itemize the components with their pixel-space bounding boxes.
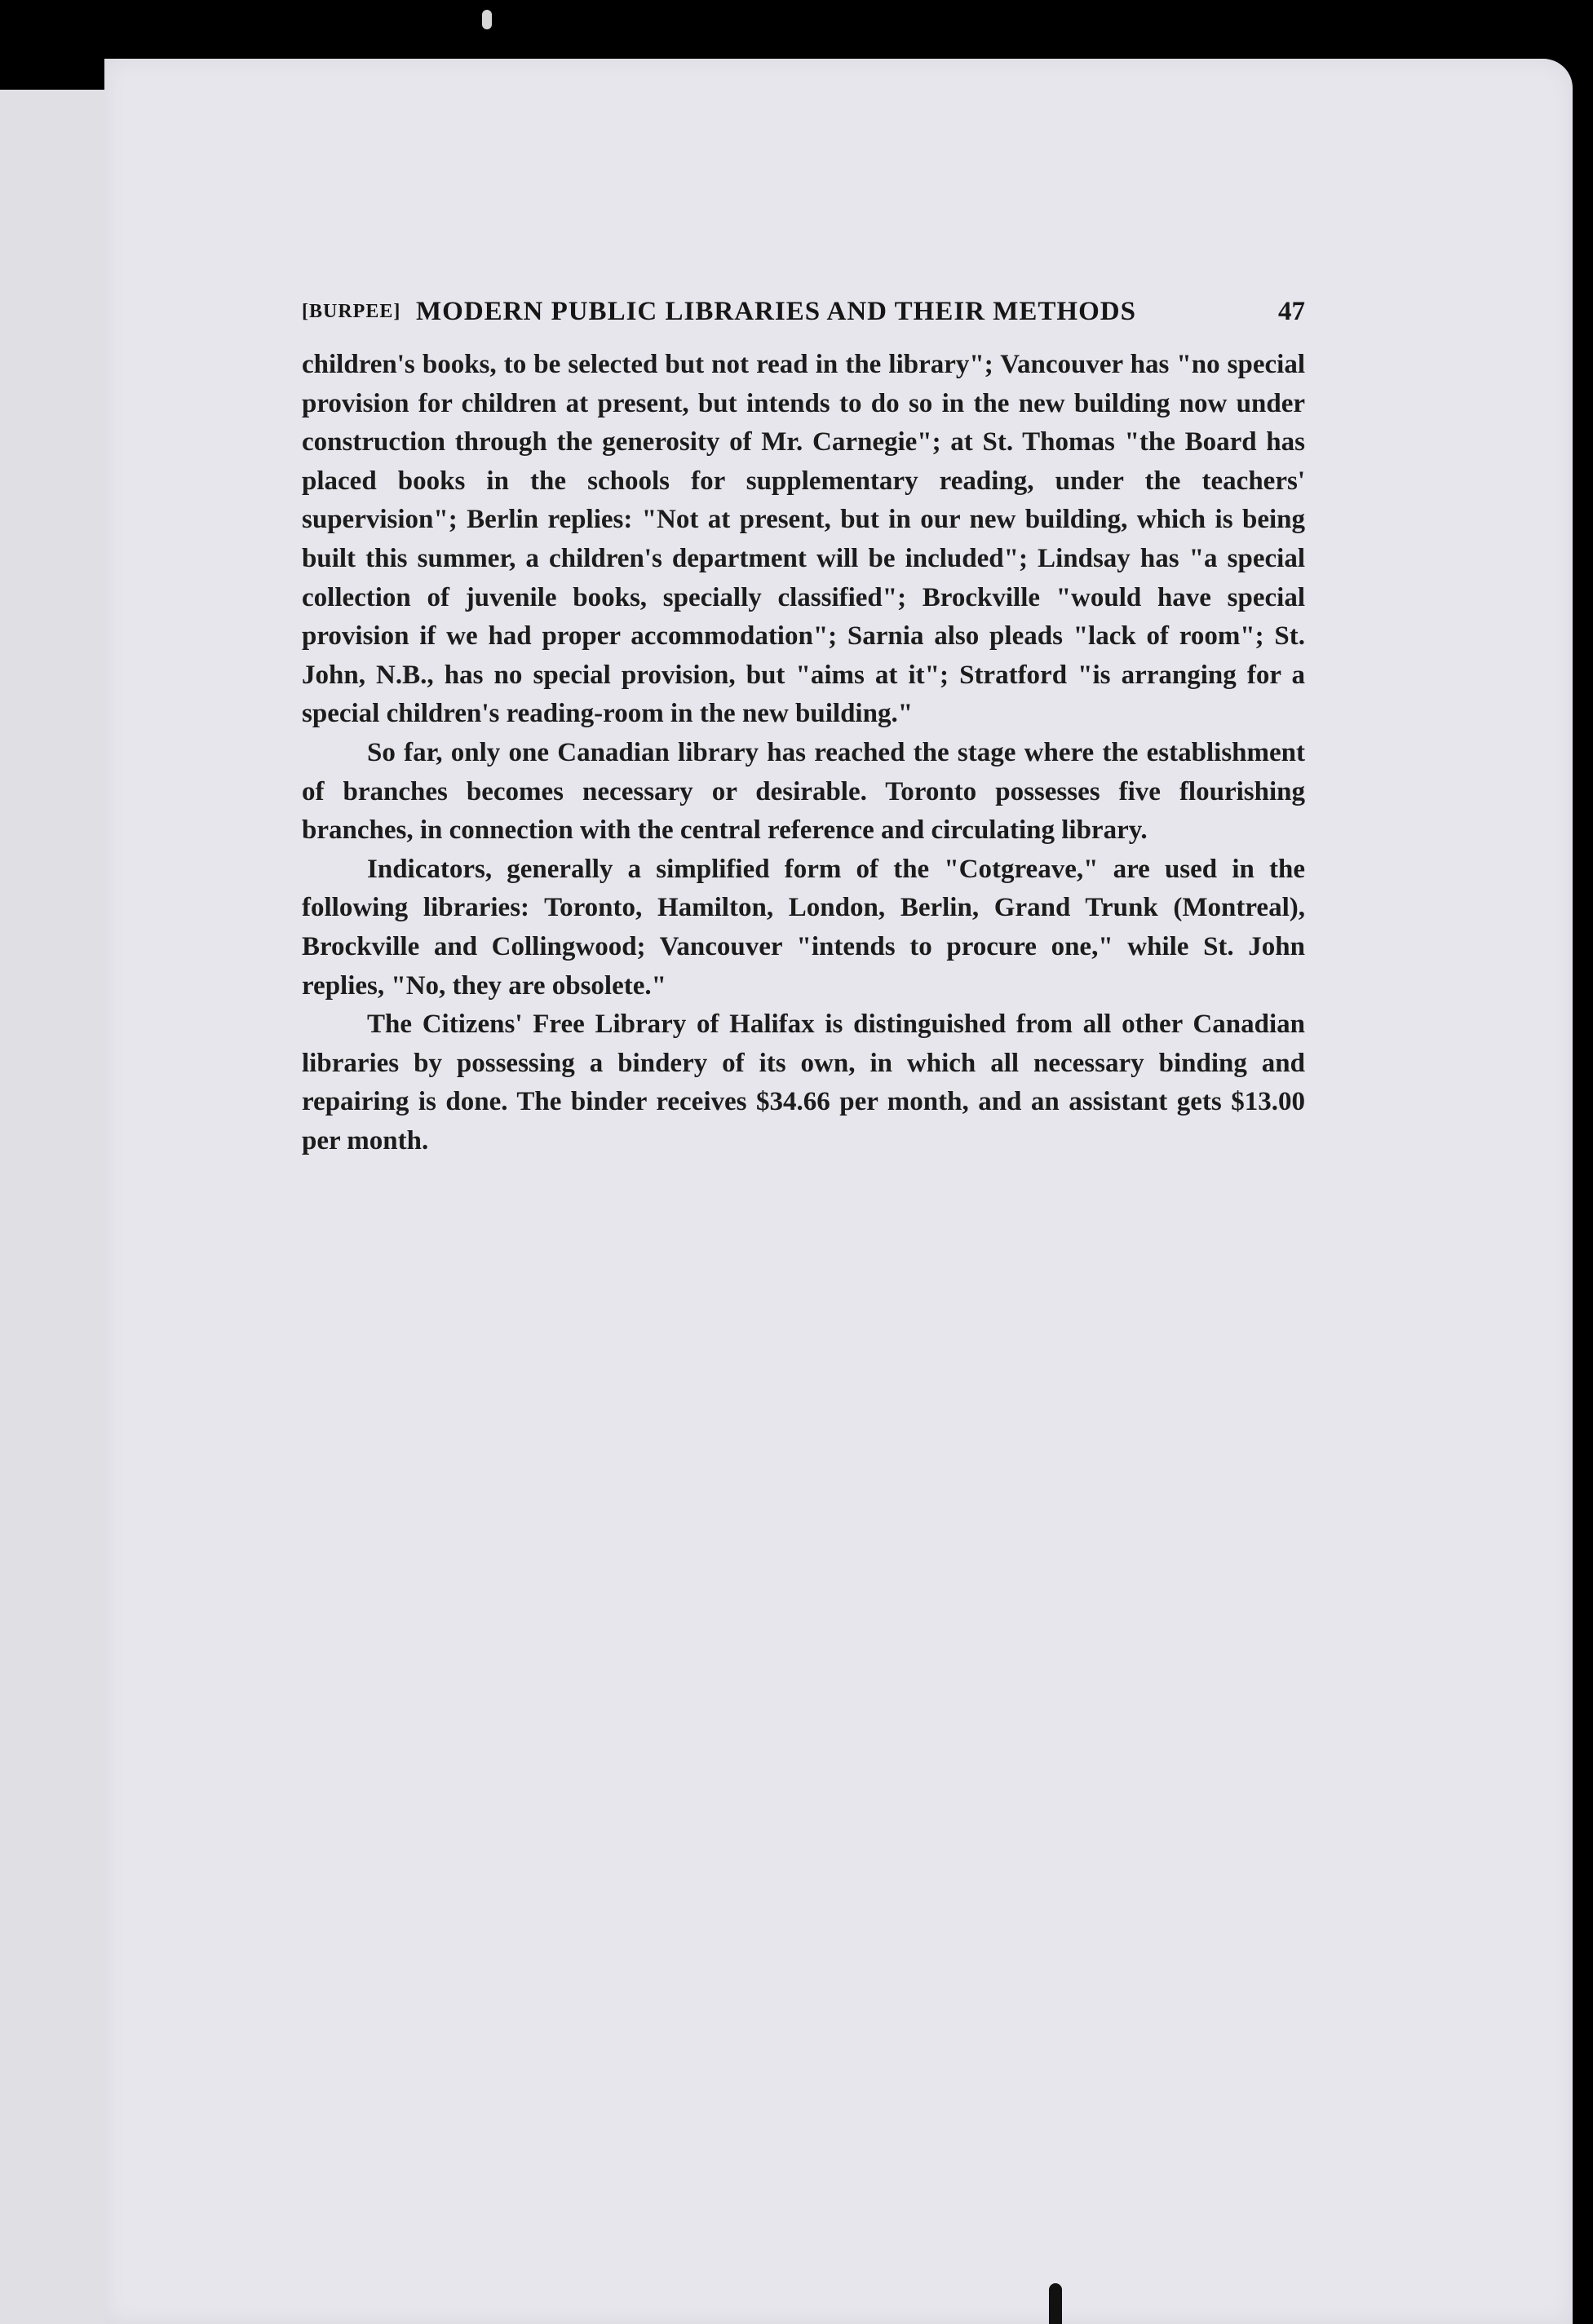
header-title: MODERN PUBLIC LIBRARIES AND THEIR METHODS <box>416 297 1136 326</box>
paragraph-continuation: children's books, to be selected but not read in the library"; Vancouver has "no special provision for children at present, but intends to do so in the new building now under construction through the generosity of Mr. Carnegie"; at St. Thomas "the Board has placed books in the schools for supplementary reading, under the teachers' supervision"; Berlin replies: "Not at present, but in our new building, which is being built this summer, a children's department will be included"; Lindsay has "a special collection of juvenile books, specially classified"; Brockville "would have special provision if we had proper accommodation"; Sarnia also pleads "lack of room"; St. John, N.B., has no special provision, but "aims at it"; Stratford "is arranging for a special children's reading-room in the new building." <box>302 350 1305 729</box>
paragraph-branches: So far, only one Canadian library has reached the stage where the establishment of branches becomes necessary or desirable. Toronto possesses five flourishing branches, in connection with the central reference and circulating library. <box>302 737 1305 846</box>
paragraph-bindery: The Citizens' Free Library of Halifax is distinguished from all other Canadian libraries by possessing a bindery of its own, in which all necessary binding and repairing is done. The binder receives $34.66 per month, and an assistant gets $13.00 per month. <box>302 1010 1305 1155</box>
header-author-tag: [BURPEE] <box>302 301 401 322</box>
page-number: 47 <box>1278 297 1305 326</box>
left-page-edge <box>0 90 104 2324</box>
running-header <box>302 294 1305 329</box>
bottom-scan-mark <box>1049 2283 1062 2324</box>
paragraph-indicators: Indicators, generally a simplified form of the "Cotgreave," are used in the following libraries: Toronto, Hamilton, London, Berlin, Grand Trunk (Montreal), Brockville and Collingwood; Vancouver "intends to procure one," while St. John replies, "No, they are obsolete." <box>302 854 1305 1001</box>
scan-mark <box>482 10 492 29</box>
body-text <box>302 346 1305 1160</box>
